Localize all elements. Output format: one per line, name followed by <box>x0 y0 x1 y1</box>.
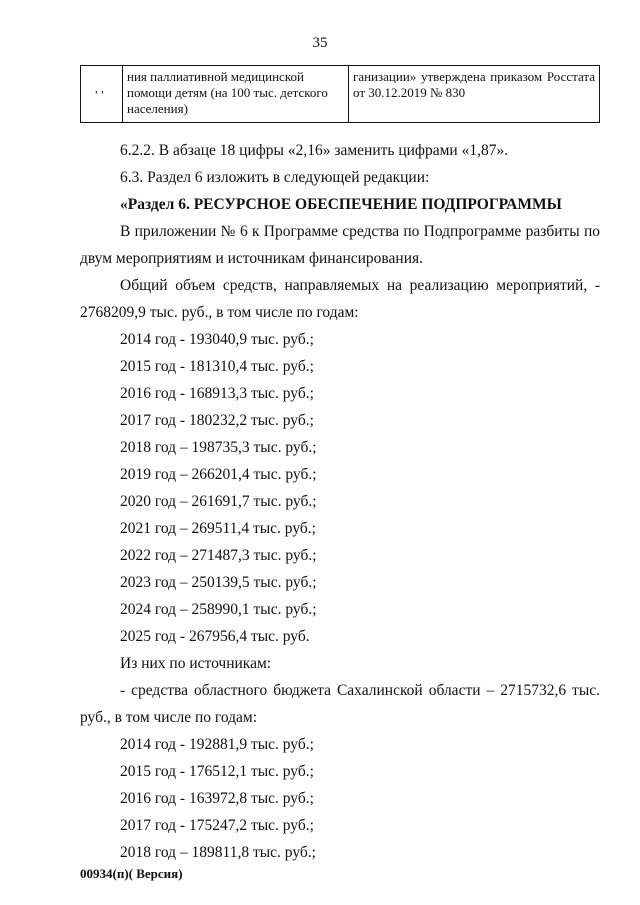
table-cell-2: ния паллиативной медицинской помощи детям (на 100 тыс. детского населения) <box>123 66 349 122</box>
year-line: 2016 год - 163972,8 тыс. руб.; <box>120 790 314 807</box>
year-line: 2025 год - 267956,4 тыс. руб. <box>120 628 310 645</box>
year-line: 2017 год - 175247,2 тыс. руб.; <box>120 817 314 834</box>
intro-line-1: В приложении № 6 к Программе средства по Подпрограмме разбиты по <box>120 223 600 240</box>
total-line-1: Общий объем средств, направляемых на реализацию мероприятий, - <box>120 277 600 294</box>
year-line: 2017 год - 180232,2 тыс. руб.; <box>120 412 314 429</box>
paragraph-6-3: 6.3. Раздел 6 изложить в следующей редакции: <box>120 169 430 186</box>
page-number: 35 <box>312 35 328 51</box>
year-line: 2024 год – 258990,1 тыс. руб.; <box>120 601 317 618</box>
table-cell-1: , , <box>81 66 123 122</box>
year-line: 2018 год – 198735,3 тыс. руб.; <box>120 439 317 456</box>
regional-line-1: - средства областного бюджета Сахалинской области – 2715732,6 тыс. <box>120 682 600 699</box>
year-line: 2015 год - 176512,1 тыс. руб.; <box>120 763 314 780</box>
year-line: 2014 год - 192881,9 тыс. руб.; <box>120 736 314 753</box>
year-line: 2022 год – 271487,3 тыс. руб.; <box>120 547 317 564</box>
sources-line: Из них по источникам: <box>120 655 272 672</box>
section-heading: «Раздел 6. РЕСУРСНОЕ ОБЕСПЕЧЕНИЕ ПОДПРОГРАММЫ <box>120 196 562 213</box>
year-line: 2019 год – 266201,4 тыс. руб.; <box>120 466 317 483</box>
table-row <box>80 65 600 123</box>
table-cell-3: ганизации» утверждена приказом Росстата от 30.12.2019 № 830 <box>353 69 595 100</box>
document-footer-code: 00934(п)( Версия) <box>80 866 183 881</box>
year-line: 2021 год – 269511,4 тыс. руб.; <box>120 520 316 537</box>
total-line-2: 2768209,9 тыс. руб., в том числе по годам: <box>80 304 359 321</box>
year-line: 2014 год - 193040,9 тыс. руб.; <box>120 331 314 348</box>
year-line: 2016 год - 168913,3 тыс. руб.; <box>120 385 314 402</box>
year-line: 2020 год – 261691,7 тыс. руб.; <box>120 493 317 510</box>
year-line: 2018 год – 189811,8 тыс. руб.; <box>120 844 316 861</box>
year-line: 2015 год - 181310,4 тыс. руб.; <box>120 358 314 375</box>
intro-line-2: двум мероприятиям и источникам финансирования. <box>80 250 424 267</box>
paragraph-6-2-2: 6.2.2. В абзаце 18 цифры «2,16» заменить цифрами «1,87». <box>120 142 509 159</box>
year-line: 2023 год – 250139,5 тыс. руб.; <box>120 574 317 591</box>
regional-line-2: руб., в том числе по годам: <box>80 709 258 726</box>
